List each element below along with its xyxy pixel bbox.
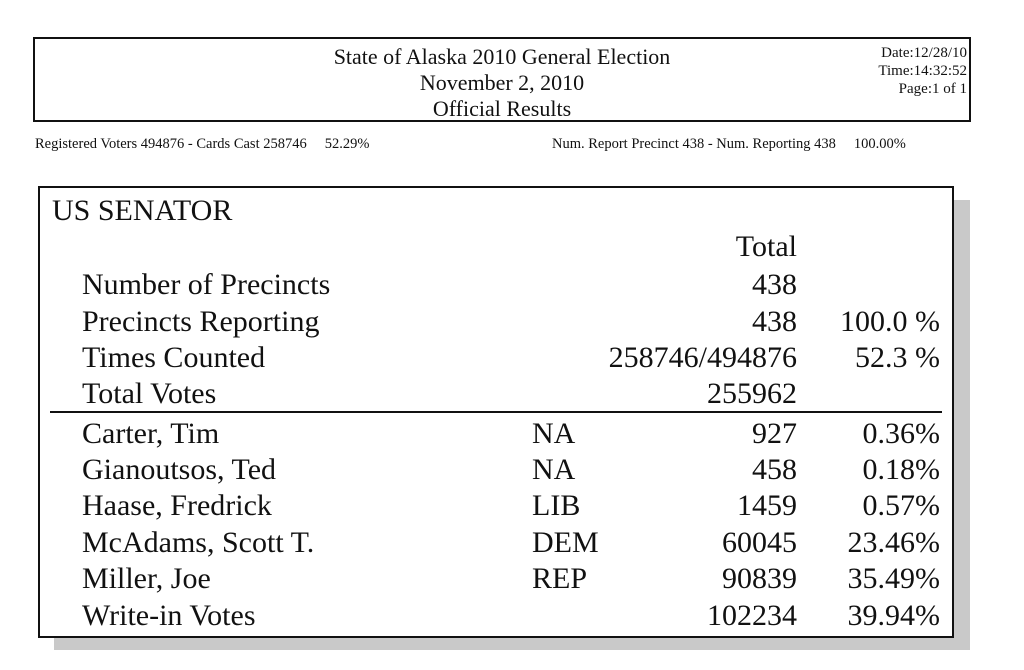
stat-percent: 100.0 % bbox=[840, 305, 940, 338]
candidate-name: Write-in Votes bbox=[82, 599, 256, 632]
report-title bbox=[35, 44, 969, 122]
candidate-votes: 60045 bbox=[722, 526, 797, 559]
candidate-party: LIB bbox=[532, 489, 581, 522]
election-date: November 2, 2010 bbox=[419, 70, 585, 95]
stat-value: 255962 bbox=[707, 377, 797, 410]
voter-summary bbox=[35, 135, 369, 153]
registered-voters-text: Registered Voters 494876 - Cards Cast 258746 bbox=[35, 136, 307, 152]
race-title: US SENATOR bbox=[52, 194, 233, 227]
candidate-party: NA bbox=[532, 417, 576, 450]
precinct-summary bbox=[552, 135, 906, 153]
candidate-party: NA bbox=[532, 453, 576, 486]
candidate-party: REP bbox=[532, 562, 588, 595]
report-header bbox=[33, 37, 971, 122]
stat-label: Number of Precincts bbox=[82, 268, 331, 301]
candidate-percent: 0.57% bbox=[862, 489, 940, 522]
candidate-percent: 0.18% bbox=[862, 453, 940, 486]
candidate-percent: 0.36% bbox=[862, 417, 940, 450]
candidate-votes: 927 bbox=[752, 417, 797, 450]
cards-cast-percent: 52.29% bbox=[324, 136, 370, 152]
election-title: State of Alaska 2010 General Election bbox=[333, 44, 671, 69]
candidate-name: Miller, Joe bbox=[82, 562, 211, 595]
candidate-name: McAdams, Scott T. bbox=[82, 526, 315, 559]
results-type: Official Results bbox=[432, 96, 572, 121]
stat-value: 438 bbox=[752, 305, 797, 338]
stat-label: Total Votes bbox=[82, 377, 217, 410]
candidate-percent: 23.46% bbox=[847, 526, 940, 559]
stat-row-number-of-precincts bbox=[40, 267, 952, 303]
candidate-votes: 1459 bbox=[737, 489, 797, 522]
report-date: Date:12/28/10 bbox=[881, 45, 967, 61]
candidate-row bbox=[40, 561, 952, 597]
candidate-row bbox=[40, 525, 952, 561]
reporting-percent: 100.00% bbox=[853, 136, 906, 152]
stat-value: 258746/494876 bbox=[608, 341, 797, 374]
candidate-votes: 458 bbox=[752, 453, 797, 486]
stat-row-precincts-reporting bbox=[40, 304, 952, 340]
race-results-box bbox=[38, 186, 954, 638]
page-number: Page:1 of 1 bbox=[898, 81, 967, 97]
candidate-party: DEM bbox=[532, 526, 599, 559]
stat-value: 438 bbox=[752, 268, 797, 301]
stat-label: Precincts Reporting bbox=[82, 305, 320, 338]
total-column-header: Total bbox=[735, 230, 797, 263]
candidate-name: Carter, Tim bbox=[82, 417, 220, 450]
report-time: Time:14:32:52 bbox=[878, 63, 967, 79]
write-in-row bbox=[40, 598, 952, 634]
candidate-percent: 39.94% bbox=[847, 599, 940, 632]
candidate-votes: 90839 bbox=[722, 562, 797, 595]
candidate-row bbox=[40, 416, 952, 452]
results-divider bbox=[50, 411, 942, 413]
candidate-row bbox=[40, 488, 952, 524]
candidate-row bbox=[40, 452, 952, 488]
stat-label: Times Counted bbox=[82, 341, 266, 374]
candidate-name: Haase, Fredrick bbox=[82, 489, 272, 522]
stat-row-total-votes bbox=[40, 376, 952, 412]
precinct-report-text: Num. Report Precinct 438 - Num. Reporting 438 bbox=[552, 136, 836, 152]
candidate-percent: 35.49% bbox=[847, 562, 940, 595]
stat-percent: 52.3 % bbox=[855, 341, 940, 374]
stat-row-times-counted bbox=[40, 340, 952, 376]
candidate-votes: 102234 bbox=[707, 599, 797, 632]
candidate-name: Gianoutsos, Ted bbox=[82, 453, 277, 486]
report-meta bbox=[878, 44, 967, 98]
